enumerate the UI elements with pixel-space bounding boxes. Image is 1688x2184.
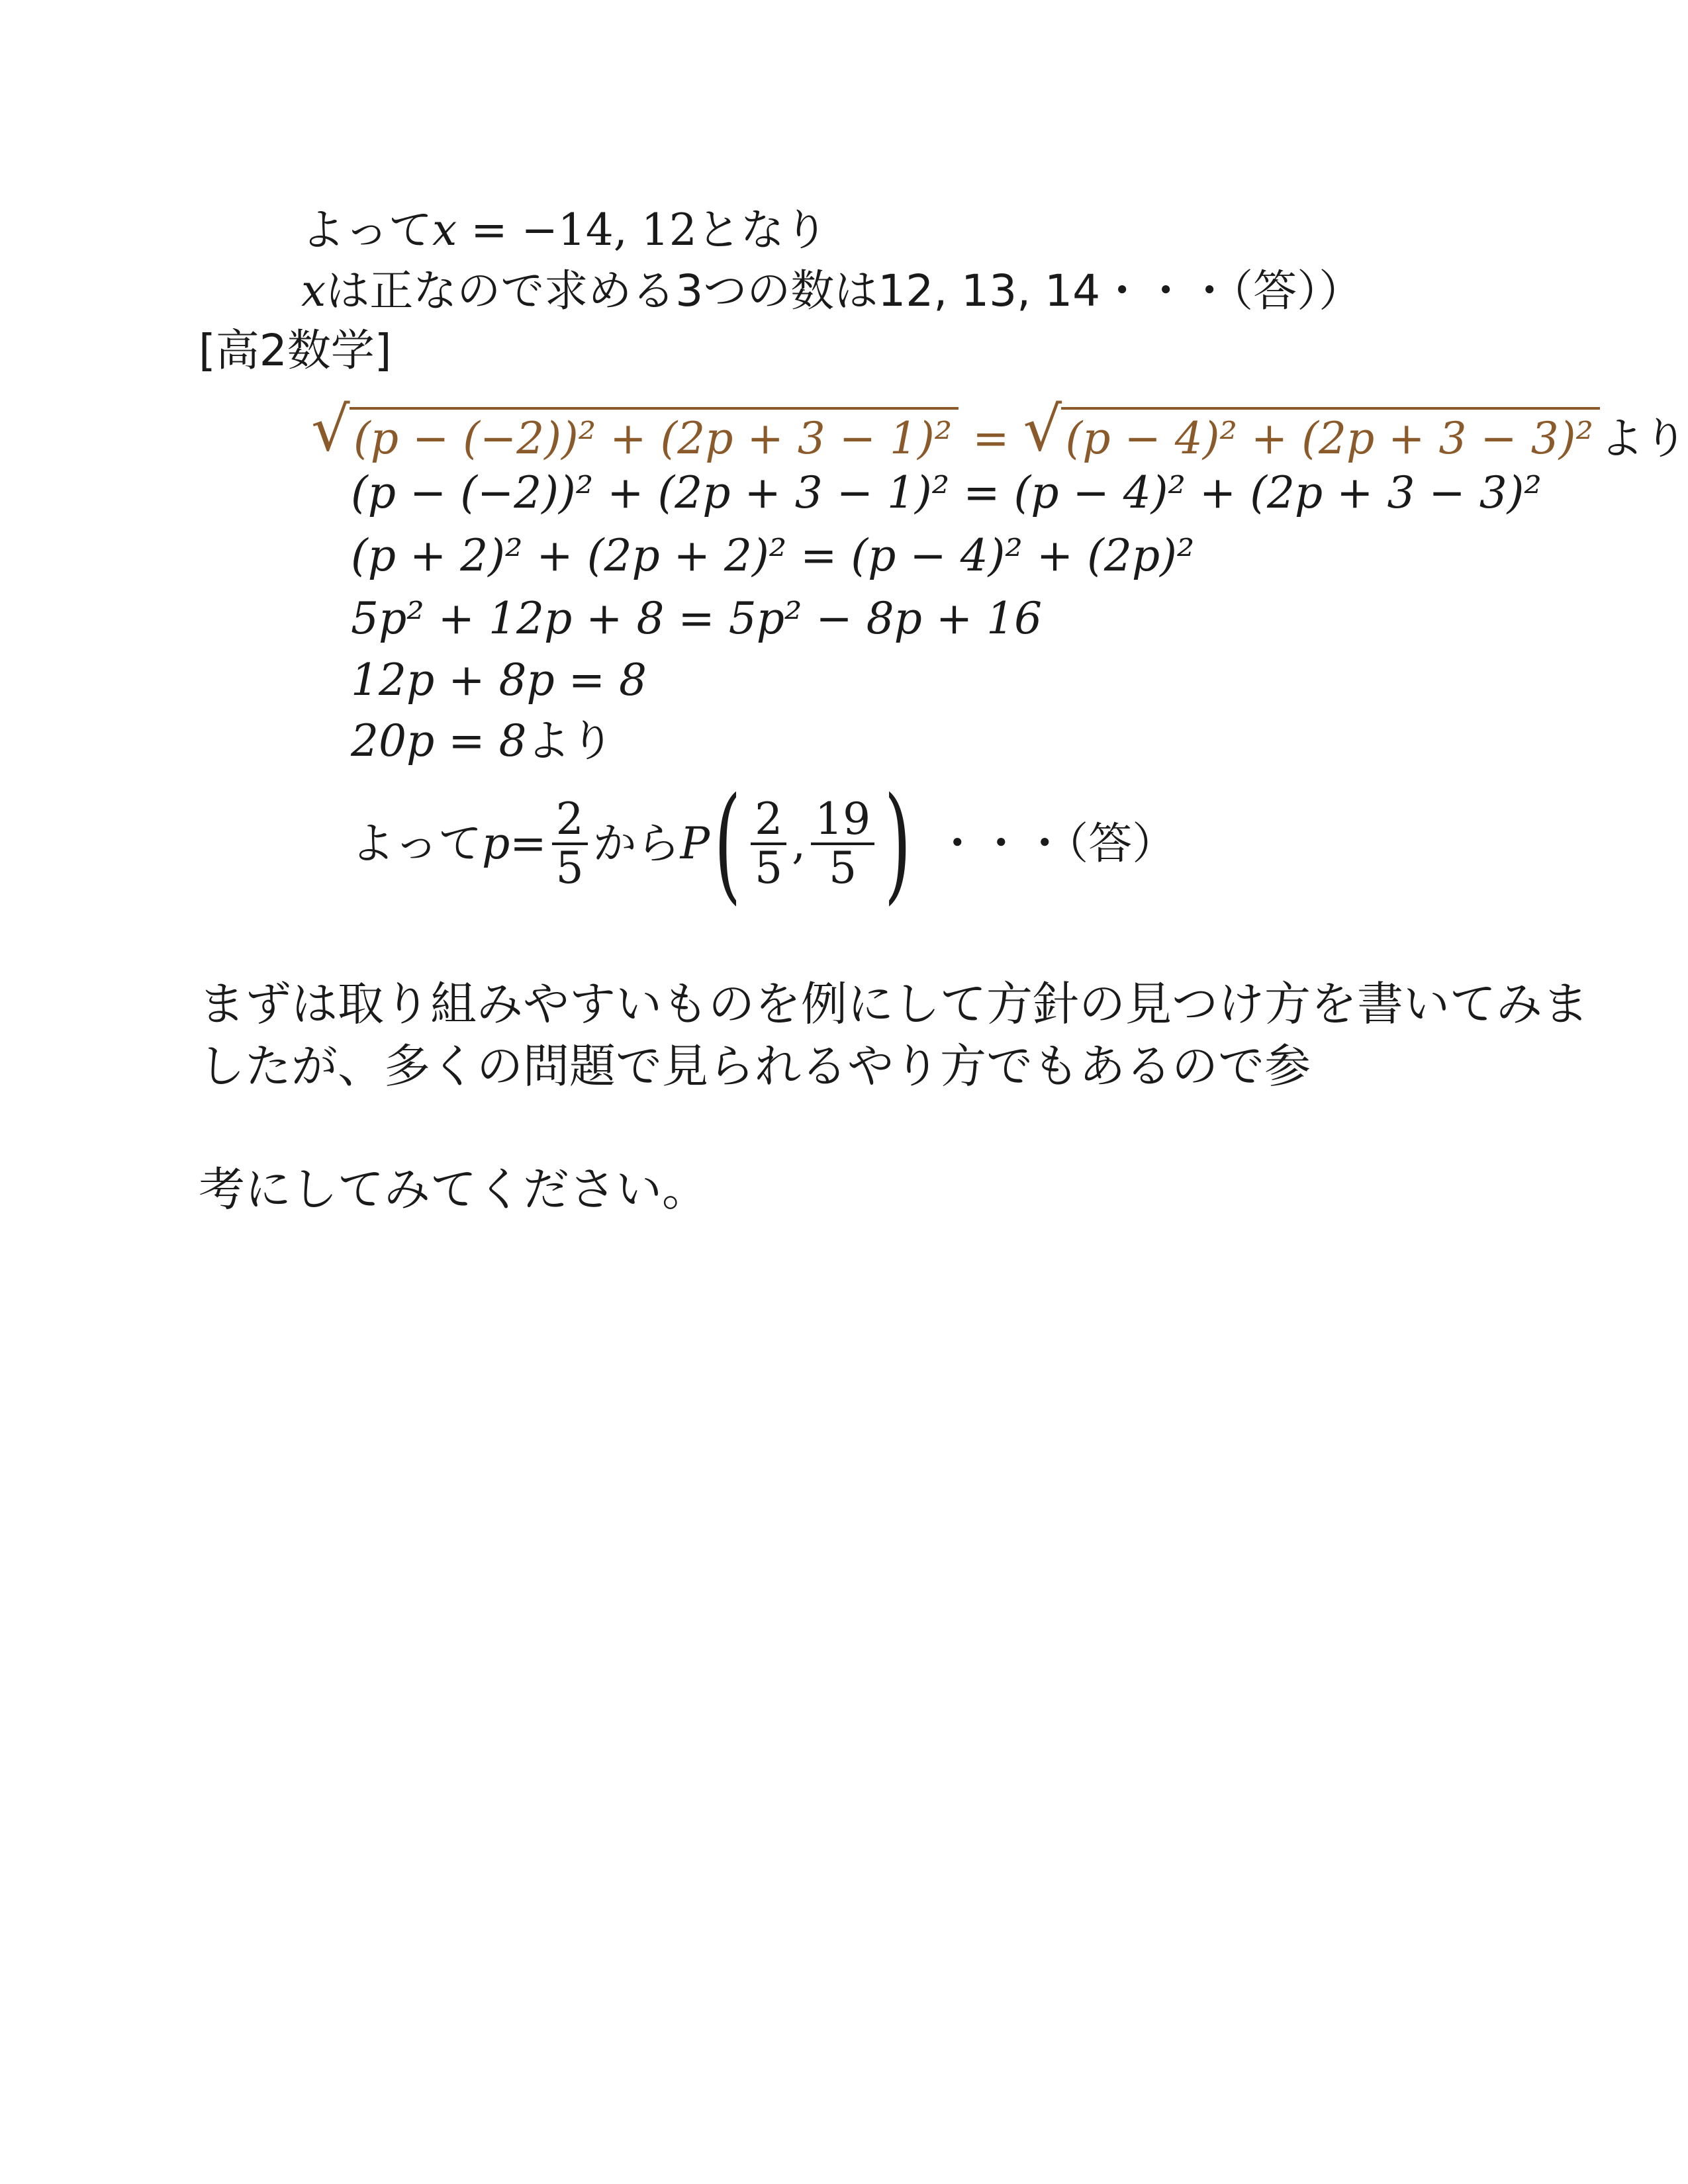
closing-paragraph-end: 考にしてみてください。 xyxy=(199,1162,708,1216)
closing-paragraph: まずは取り組みやすいものを例にして方針の見つけ方を書いてみましたが、多くの問題で見られるやり方でもあるので参 xyxy=(199,977,1589,1093)
line-answer-numbers xyxy=(301,265,1362,318)
fraction-p xyxy=(552,796,588,891)
left-paren-icon: ( xyxy=(714,770,741,917)
text-answer-numbers: は正なので求める3つの数は12, 13, 14・・・（答）） xyxy=(326,265,1363,316)
fraction-numerator: 19 xyxy=(811,796,874,845)
equals-sign: = xyxy=(959,413,1023,464)
sqrt-equation xyxy=(311,394,1687,465)
math-20p: 20p = 8 xyxy=(351,715,527,766)
step-line-1: (p − (−2))² + (2p + 3 − 1)² = (p − 4)² + (2p + 3 − 3)² xyxy=(351,467,1542,518)
text-yori: より xyxy=(526,715,614,766)
equals-sign: = xyxy=(510,818,547,869)
text-answer-mark: ・・・（答） xyxy=(935,818,1176,869)
text-tonari: となり xyxy=(696,205,828,255)
step-line-4: 12p + 8p = 8 xyxy=(351,655,647,705)
var-x: x xyxy=(301,265,326,316)
math-x-values: = −14, 12 xyxy=(457,205,697,255)
fraction-denominator: 5 xyxy=(555,842,584,893)
right-paren-icon: ) xyxy=(884,770,912,917)
line-solution-x xyxy=(301,204,828,257)
var-p: p xyxy=(482,818,510,869)
coord-y-fraction xyxy=(811,796,874,891)
fraction-denominator: 5 xyxy=(829,842,857,893)
final-answer-line xyxy=(351,770,1176,917)
fraction-numerator: 2 xyxy=(751,796,786,845)
text-kara: から xyxy=(592,818,680,869)
text-yotte: よって xyxy=(351,818,482,869)
sqrt-left-content: (p − (−2))² + (2p + 3 − 1)² xyxy=(350,407,959,465)
step-line-5 xyxy=(351,715,614,768)
comma: , xyxy=(792,818,806,869)
fraction-numerator: 2 xyxy=(552,796,588,845)
text-yori: より xyxy=(1599,413,1687,464)
sqrt-right-content: (p − 4)² + (2p + 3 − 3)² xyxy=(1061,407,1599,465)
step-line-2: (p + 2)² + (2p + 2)² = (p − 4)² + (2p)² xyxy=(351,530,1195,581)
step-line-3: 5p² + 12p + 8 = 5p² − 8p + 16 xyxy=(351,593,1043,644)
fraction-denominator: 5 xyxy=(755,842,783,893)
sqrt-left xyxy=(311,394,959,465)
radical-icon: √ xyxy=(311,394,350,465)
point-P: P xyxy=(680,818,710,869)
text-yotte: よって xyxy=(301,205,432,255)
var-x: x xyxy=(432,205,457,255)
sqrt-right xyxy=(1023,394,1599,465)
section-heading: [高2数学] xyxy=(199,325,392,376)
coord-x-fraction xyxy=(751,796,786,891)
radical-icon: √ xyxy=(1023,394,1062,465)
